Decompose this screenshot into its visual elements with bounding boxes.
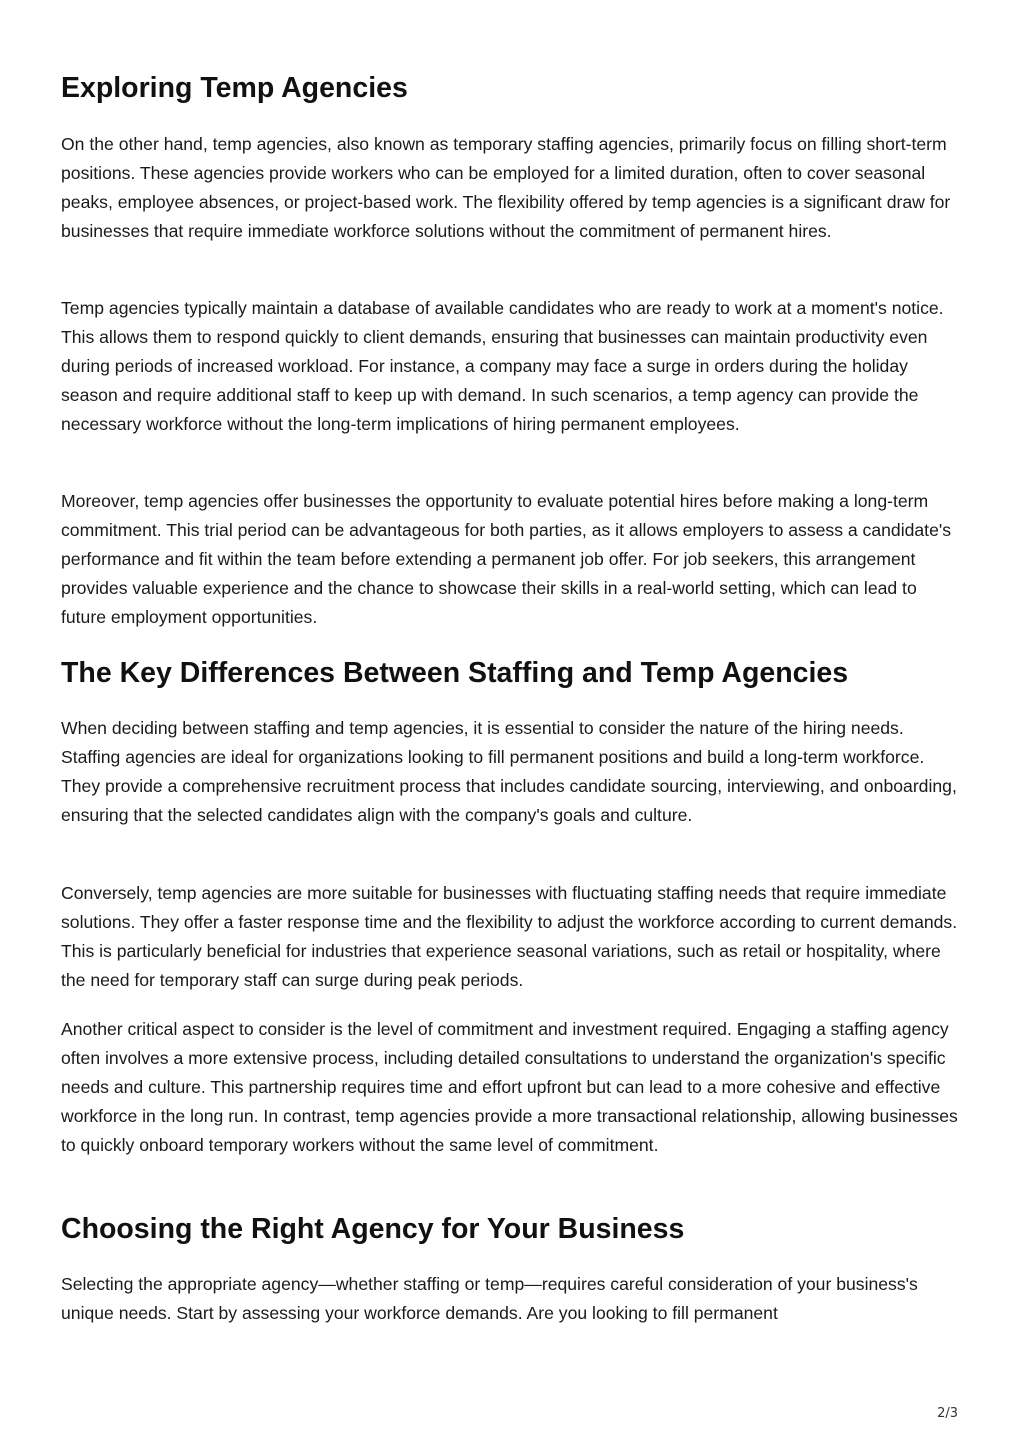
paragraph: Moreover, temp agencies offer businesses the opportunity to evaluate potential hires before making a long-term commitment. This trial period can be advantageous for both parties, as it allows employers to assess a candidate's performance and fit within the team before extending a permanent job offer. For job seekers, this arrangement provides valuable experience and the chance to showcase their skills in a real-world setting, which can lead to future employment opportunities. <box>61 491 952 627</box>
section-heading-key-differences: The Key Differences Between Staffing and Temp Agencies <box>61 657 849 689</box>
page-number: 2/3 <box>937 1406 958 1421</box>
section-heading-exploring-temp-agencies: Exploring Temp Agencies <box>61 72 408 104</box>
paragraph: Conversely, temp agencies are more suitable for businesses with fluctuating staffing needs that require immediate solutions. They offer a faster response time and the flexibility to adjust the workforce according to current demands. This is particularly beneficial for industries that experience seasonal variations, such as retail or hospitality, where the need for temporary staff can surge during peak periods. <box>61 883 958 990</box>
paragraph: Another critical aspect to consider is the level of commitment and investment required. Engaging a staffing agency often involves a more extensive process, including detailed consultations to understand the organization's specific needs and culture. This partnership requires time and effort upfront but can lead to a more cohesive and effective workforce in the long run. In contrast, temp agencies provide a more transactional relationship, allowing businesses to quickly onboard temporary workers without the same level of commitment. <box>61 1019 958 1155</box>
paragraph: Selecting the appropriate agency—whether staffing or temp—requires careful consideration of your business's unique needs. Start by assessing your workforce demands. Are you looking to fill permanent <box>61 1274 918 1323</box>
paragraph: Temp agencies typically maintain a database of available candidates who are ready to work at a moment's notice. This allows them to respond quickly to client demands, ensuring that businesses can maintain productivity even during periods of increased workload. For instance, a company may face a surge in orders during the holiday season and require additional staff to keep up with demand. In such scenarios, a temp agency can provide the necessary workforce without the long-term implications of hiring permanent employees. <box>61 298 944 434</box>
paragraph: On the other hand, temp agencies, also known as temporary staffing agencies, primarily focus on filling short-term positions. These agencies provide workers who can be employed for a limited duration, often to cover seasonal peaks, employee absences, or project-based work. The flexibility offered by temp agencies is a significant draw for businesses that require immediate workforce solutions without the commitment of permanent hires. <box>61 134 951 241</box>
paragraph: When deciding between staffing and temp agencies, it is essential to consider the nature of the hiring needs. Staffing agencies are ideal for organizations looking to fill permanent positions and build a long-term workforce. They provide a comprehensive recruitment process that includes candidate sourcing, interviewing, and onboarding, ensuring that the selected candidates align with the company's goals and culture. <box>61 718 957 825</box>
section-heading-choosing-right-agency: Choosing the Right Agency for Your Business <box>61 1213 685 1245</box>
